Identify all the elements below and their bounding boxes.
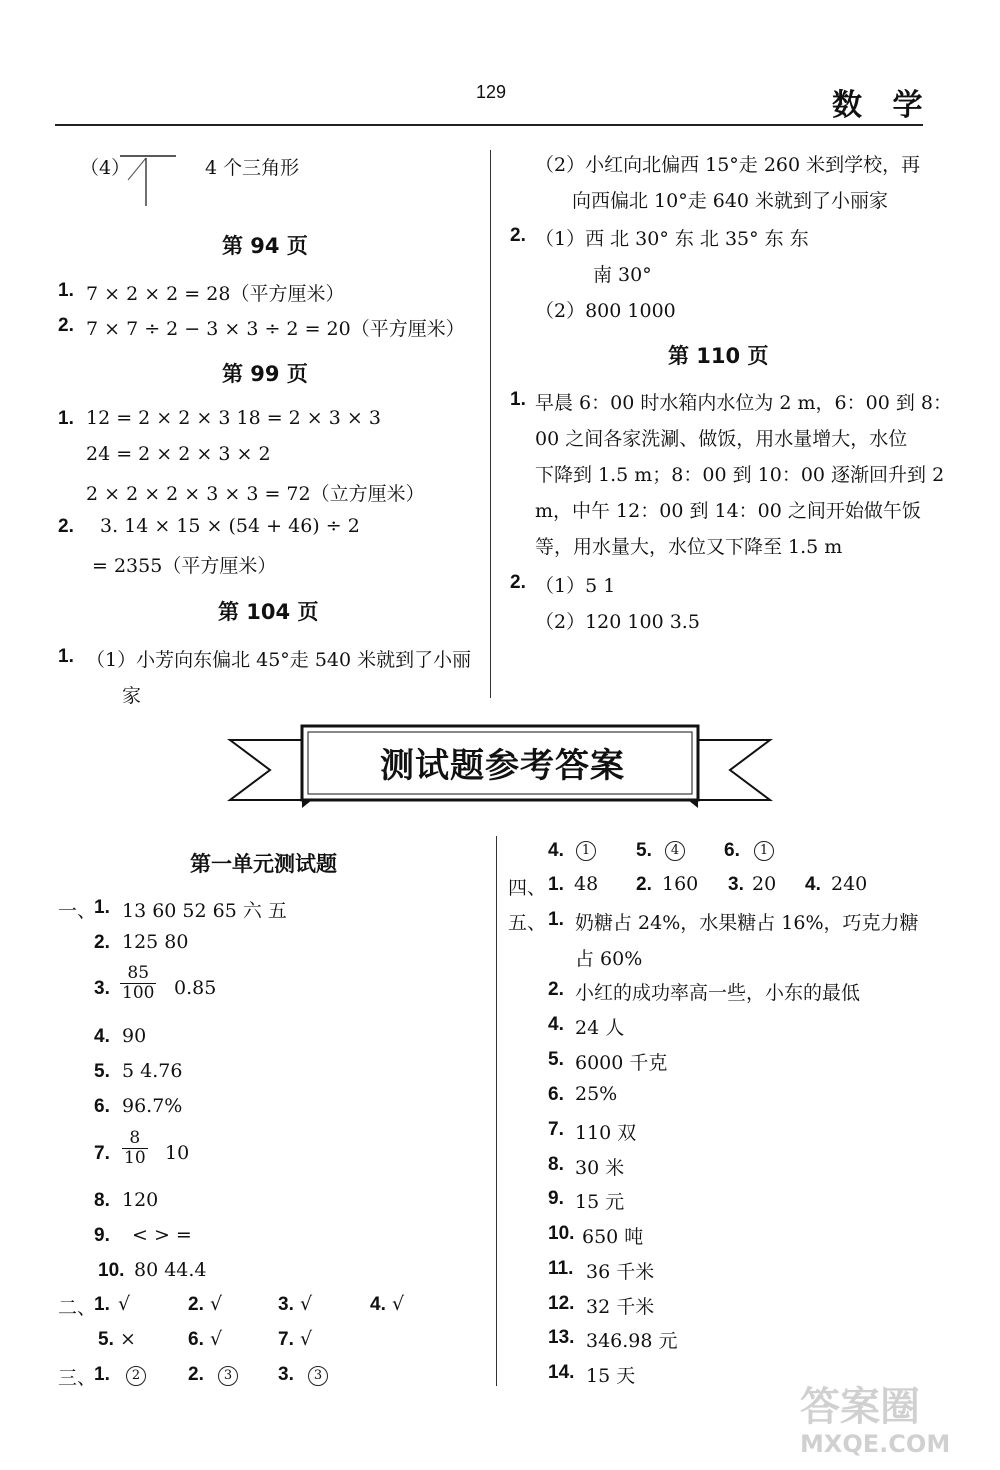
answer-line: 2 × 2 × 2 × 3 × 3 = 72（立方厘米） xyxy=(86,483,425,505)
judgement-mark: × xyxy=(120,1328,136,1350)
judgement-mark: √ xyxy=(392,1293,405,1315)
item-number: 10. xyxy=(548,1223,575,1244)
answer-line: 12 = 2 × 2 × 3 18 = 2 × 3 × 3 xyxy=(86,407,381,429)
answer-line: 240 xyxy=(831,873,868,895)
item-number: 1. xyxy=(510,389,526,410)
item-number: 9. xyxy=(548,1188,564,1209)
item-number: 3. xyxy=(94,978,110,999)
answer-line: （2）小红向北偏西 15°走 260 米到学校，再 xyxy=(535,154,921,176)
circled-choice: 2 xyxy=(126,1366,146,1386)
section-heading-p104: 第 104 页 xyxy=(218,600,319,624)
item-number: 7. xyxy=(548,1119,564,1140)
header-rule xyxy=(55,124,923,126)
item-number: 1. xyxy=(58,646,74,667)
answer-line: 650 吨 xyxy=(582,1226,644,1248)
item-number: 2. xyxy=(58,315,74,336)
item-number: 1. xyxy=(94,897,110,918)
column-divider-bottom xyxy=(496,836,497,1386)
item-number: 3. xyxy=(278,1364,294,1385)
fraction-8-10 xyxy=(122,1129,148,1168)
answer-line: 6000 千克 xyxy=(575,1052,668,1074)
section-number: 一、 xyxy=(58,900,97,922)
subject-title: 数 学 xyxy=(832,88,933,123)
answer-line: 120 xyxy=(122,1189,159,1211)
answer-line: 160 xyxy=(662,873,699,895)
answer-line: 80 44.4 xyxy=(134,1259,207,1281)
answer-line: 15 天 xyxy=(586,1365,636,1387)
answer-line: 00 之间各家洗涮、做饭，用水量增大，水位 xyxy=(535,428,908,450)
answer-line: （2）800 1000 xyxy=(535,300,676,322)
answer-line: 家 xyxy=(122,685,142,707)
answer-line: 48 xyxy=(574,873,599,895)
answer-line: 36 千米 xyxy=(586,1261,655,1283)
item-number: 1. xyxy=(548,909,564,930)
item-number: 7. xyxy=(278,1329,294,1350)
answer-line: 90 xyxy=(122,1025,147,1047)
section-number: 三、 xyxy=(58,1367,97,1389)
answer-line: 10 xyxy=(165,1142,190,1164)
item-number: 4. xyxy=(548,1014,564,1035)
section-number: 四、 xyxy=(508,877,547,899)
answer-line: 125 80 xyxy=(122,931,189,953)
answer-line: 5 4.76 xyxy=(122,1060,183,1082)
page-number: 129 xyxy=(476,82,507,102)
item-number: 6. xyxy=(548,1084,564,1105)
item-number: 3. xyxy=(278,1294,294,1315)
item-number: 10. xyxy=(98,1260,125,1281)
watermark-text: 答案圈 xyxy=(800,1384,920,1430)
item-number: 4. xyxy=(94,1026,110,1047)
section-heading-p99: 第 99 页 xyxy=(222,362,308,386)
judgement-mark: √ xyxy=(300,1293,313,1315)
item-number: 9. xyxy=(94,1225,110,1246)
answer-line: 奶糖占 24%，水果糖占 16%，巧克力糖 xyxy=(575,912,919,934)
fraction-denominator: 100 xyxy=(122,983,155,1003)
circled-choice: 3 xyxy=(308,1366,328,1386)
item-number: 8. xyxy=(548,1154,564,1175)
answer-line: （2）120 100 3.5 xyxy=(535,611,700,633)
item-number: 2. xyxy=(636,874,652,895)
watermark-url: MXQE.COM xyxy=(800,1430,951,1458)
answer-line: 25% xyxy=(575,1083,618,1105)
item-number: 12. xyxy=(548,1293,575,1314)
answer-line: m，中午 12：00 到 14：00 之间开始做午饭 xyxy=(535,500,921,522)
section-number: 五、 xyxy=(508,912,547,934)
item-number: 8. xyxy=(94,1190,110,1211)
answer-line: 24 人 xyxy=(575,1017,625,1039)
item-number: 1. xyxy=(58,280,74,301)
section-number: 二、 xyxy=(58,1297,97,1319)
circled-choice: 3 xyxy=(218,1366,238,1386)
answer-line: 30 米 xyxy=(575,1157,625,1179)
item-number: 14. xyxy=(548,1362,575,1383)
answer-line: 3. 14 × 15 × (54 + 46) ÷ 2 xyxy=(100,515,360,537)
item-number: 5. xyxy=(98,1329,114,1350)
item-number: 11. xyxy=(548,1258,574,1279)
section-heading-p94: 第 94 页 xyxy=(222,234,308,258)
fraction-numerator: 85 xyxy=(120,964,156,984)
answer-line: < > = xyxy=(132,1224,192,1246)
item-number: 2. xyxy=(510,225,526,246)
answer-line: 向西偏北 10°走 640 米就到了小丽家 xyxy=(572,190,889,212)
item-number: 4. xyxy=(548,840,564,861)
item-number: 6. xyxy=(724,840,740,861)
item-number: 2. xyxy=(510,572,526,593)
item-number: 3. xyxy=(728,874,744,895)
item-number: 2. xyxy=(188,1364,204,1385)
answer-line: （1）西 北 30° 东 北 35° 东 东 xyxy=(535,228,809,250)
item-number: 5. xyxy=(636,840,652,861)
item4-text: 4 个三角形 xyxy=(205,157,300,179)
item-number: 5. xyxy=(548,1049,564,1070)
item-number: 1. xyxy=(94,1294,110,1315)
judgement-mark: √ xyxy=(300,1328,313,1350)
answer-line: 13 60 52 65 六 五 xyxy=(122,900,287,922)
item-number: 6. xyxy=(188,1329,204,1350)
answer-line: （1）小芳向东偏北 45°走 540 米就到了小丽 xyxy=(86,649,472,671)
answer-line: 15 元 xyxy=(575,1191,625,1213)
answer-line: 20 xyxy=(752,873,777,895)
judgement-mark: √ xyxy=(210,1328,223,1350)
answer-line: 7 × 7 ÷ 2 − 3 × 3 ÷ 2 = 20（平方厘米） xyxy=(86,318,465,340)
item-number: 5. xyxy=(94,1061,110,1082)
answer-line: 南 30° xyxy=(593,264,652,286)
item-number: 4. xyxy=(805,874,821,895)
answer-line: 346.98 元 xyxy=(586,1330,678,1352)
item-number: 7. xyxy=(94,1143,110,1164)
answer-line: 占 60% xyxy=(575,948,643,970)
answer-line: 32 千米 xyxy=(586,1296,655,1318)
item-number: 1. xyxy=(58,408,74,429)
section-heading-p110: 第 110 页 xyxy=(668,344,769,368)
answer-line: 小红的成功率高一些，小东的最低 xyxy=(575,982,861,1004)
item-number: 2. xyxy=(548,979,564,1000)
circled-choice: 1 xyxy=(754,841,774,861)
item-number: 1. xyxy=(548,874,564,895)
answer-line: 96.7% xyxy=(122,1095,183,1117)
fraction-numerator: 8 xyxy=(122,1129,148,1149)
item-number: 2. xyxy=(188,1294,204,1315)
judgement-mark: √ xyxy=(118,1293,131,1315)
circled-choice: 4 xyxy=(665,841,685,861)
section-heading-unit1: 第一单元测试题 xyxy=(190,852,337,876)
judgement-mark: √ xyxy=(210,1293,223,1315)
answer-line: （1）5 1 xyxy=(535,575,616,597)
item-number: 2. xyxy=(58,516,74,537)
fraction-85-100 xyxy=(120,964,156,1003)
item-number: 4. xyxy=(370,1294,386,1315)
banner-title: 测试题参考答案 xyxy=(380,746,625,786)
column-divider-top xyxy=(490,150,491,698)
item-number: 13. xyxy=(548,1327,575,1348)
item-number: 6. xyxy=(94,1096,110,1117)
answer-line: 7 × 2 × 2 = 28（平方厘米） xyxy=(86,283,345,305)
answer-line: 0.85 xyxy=(174,977,217,999)
answer-line: 24 = 2 × 2 × 3 × 2 xyxy=(86,443,271,465)
answer-line: 早晨 6：00 时水箱内水位为 2 m，6：00 到 8： xyxy=(535,392,952,414)
item-number: 1. xyxy=(94,1364,110,1385)
item-number: 2. xyxy=(94,932,110,953)
fraction-denominator: 10 xyxy=(124,1148,146,1168)
circled-choice: 1 xyxy=(576,841,596,861)
answer-line: = 2355（平方厘米） xyxy=(92,555,277,577)
item4-label: （4） xyxy=(80,157,131,179)
answer-line: 等，用水量大，水位又下降至 1.5 m xyxy=(535,536,843,558)
watermark-logo xyxy=(800,1385,990,1465)
triangle-figure xyxy=(118,150,180,208)
answer-line: 下降到 1.5 m；8：00 到 10：00 逐渐回升到 2 xyxy=(535,464,945,486)
answer-line: 110 双 xyxy=(575,1122,637,1144)
